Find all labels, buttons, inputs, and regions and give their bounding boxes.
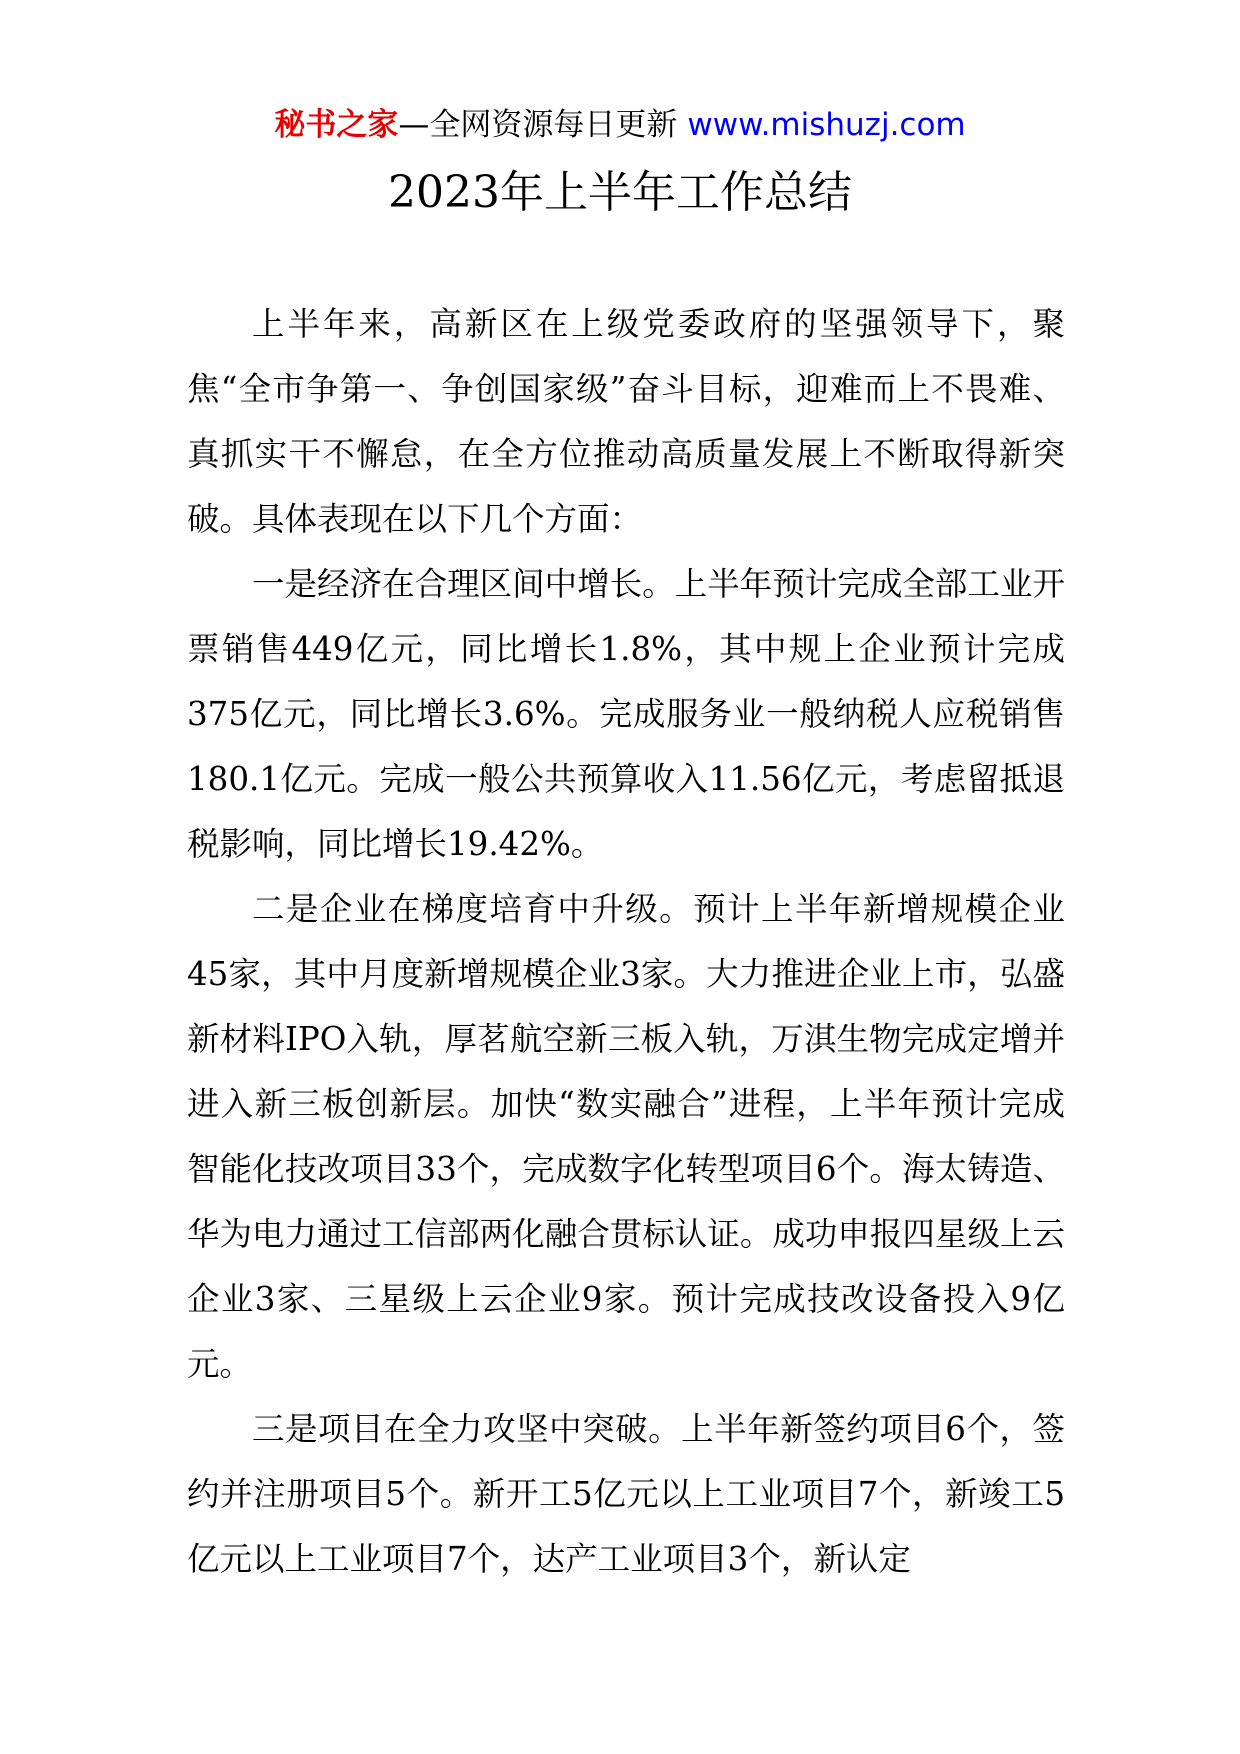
paragraph-enterprise: 二是企业在梯度培育中升级。预计上半年新增规模企业45家，其中月度新增规模企业3家。大力推进企业上市，弘盛新材料IPO入轨，厚茗航空新三板入轨，万淇生物完成定增并进入新三板创新层。加快“数实融合”进程，上半年预计完成智能化技改项目33个，完成数字化转型项目6个。海太铸造、华为电力通过工信部两化融合贯标认证。成功申报四星级上云企业3家、三星级上云企业9家。预计完成技改设备投入9亿元。	[187, 890, 1065, 1383]
banner-tagline: —全网资源每日更新	[398, 107, 678, 143]
paragraph-intro: 上半年来，高新区在上级党委政府的坚强领导下，聚焦“全市争第一、争创国家级”奋斗目标，迎难而上不畏难、真抓实干不懈怠，在全方位推动高质量发展上不断取得新突破。具体表现在以下几个方面：	[187, 305, 1065, 538]
brand-name: 秘书之家	[274, 107, 399, 143]
site-url: www.mishuzj.com	[687, 107, 966, 143]
paragraph-projects: 三是项目在全力攻坚中突破。上半年新签约项目6个，签约并注册项目5个。新开工5亿元以上工业项目7个，新竣工5亿元以上工业项目7个，达产工业项目3个，新认定	[187, 1410, 1065, 1578]
document-title: 2023年上半年工作总结	[388, 167, 852, 218]
site-banner	[0, 103, 1240, 147]
document-body	[187, 292, 1065, 1592]
paragraph-economy: 一是经济在合理区间中增长。上半年预计完成全部工业开票销售449亿元，同比增长1.8%，其中规上企业预计完成375亿元，同比增长3.6%。完成服务业一般纳税人应税销售180.1亿元。完成一般公共预算收入11.56亿元，考虑留抵退税影响，同比增长19.42%。	[187, 565, 1065, 863]
